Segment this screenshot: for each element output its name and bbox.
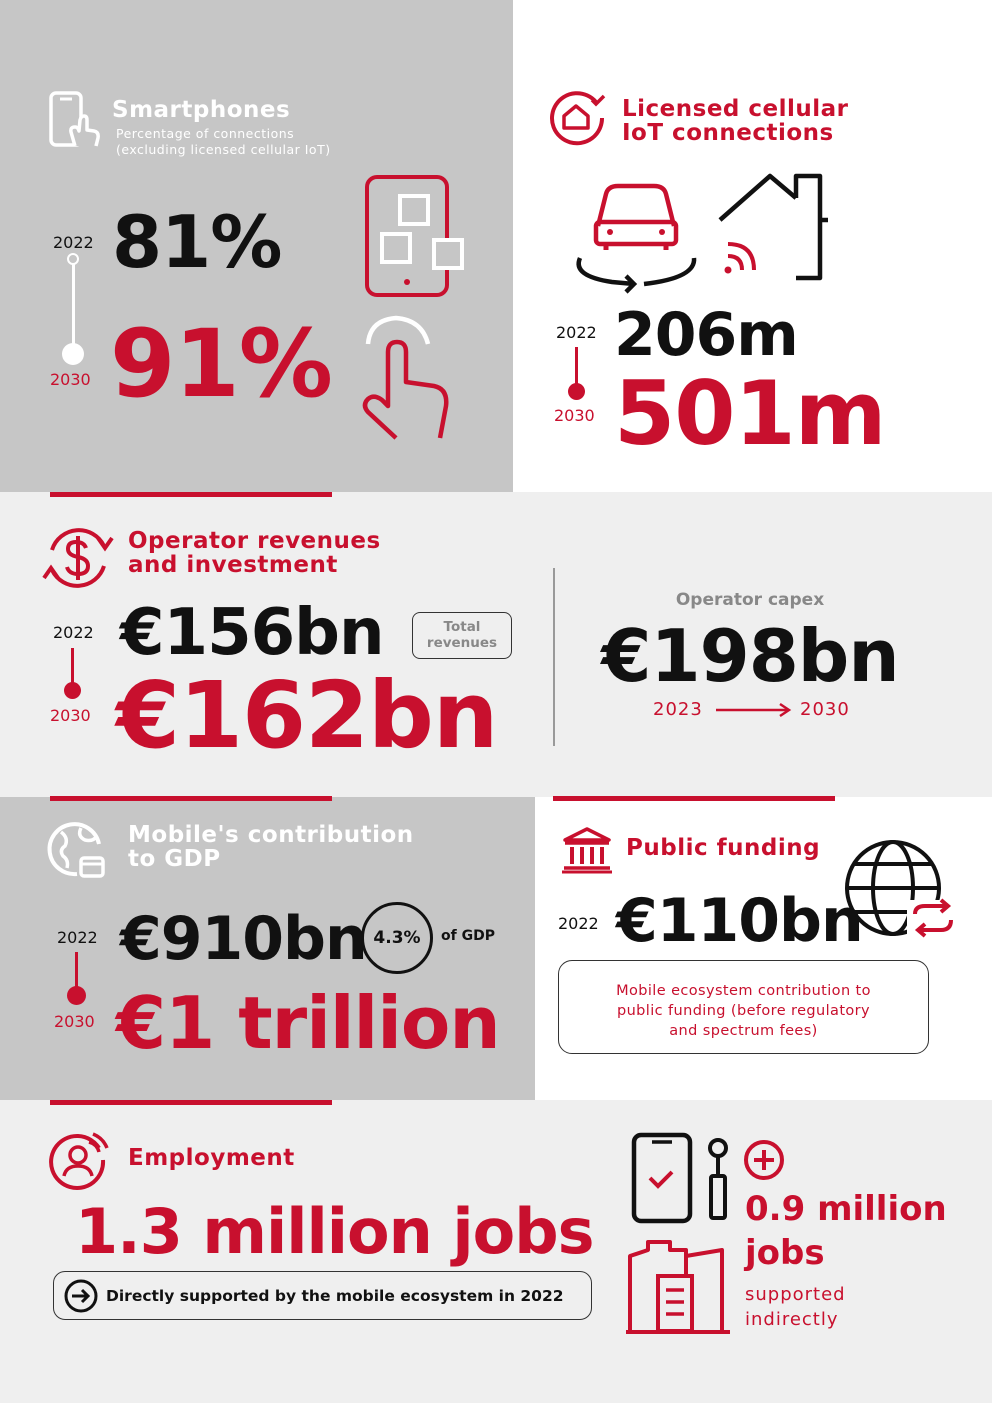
operator-timeline-line xyxy=(71,648,74,684)
smartphones-title: Smartphones xyxy=(112,97,291,123)
bank-icon xyxy=(561,826,613,874)
person-icon xyxy=(49,1130,113,1190)
connected-car-icon xyxy=(572,180,702,296)
iot-title-1: Licensed cellular xyxy=(622,96,849,122)
gdp-share-suffix: of GDP xyxy=(441,928,495,944)
employment-direct-value: 1.3 million jobs xyxy=(75,1195,594,1268)
iot-year-from: 2022 xyxy=(556,323,597,342)
smartphones-timeline-end-dot xyxy=(62,343,84,365)
smartphones-timeline-start-dot xyxy=(67,253,79,265)
total-revenues-label-1: Total xyxy=(443,619,481,635)
iot-timeline-line xyxy=(575,347,578,385)
gdp-title-1: Mobile's contribution xyxy=(128,822,414,848)
iot-value-from: 206m xyxy=(614,300,798,370)
employment-indirect-value-2: jobs xyxy=(745,1233,825,1273)
iot-title-2: IoT connections xyxy=(622,120,834,146)
public-funding-title: Public funding xyxy=(626,835,821,861)
revenue-cycle-icon xyxy=(38,524,118,592)
public-funding-note-3: and spectrum fees) xyxy=(669,1023,818,1039)
gdp-timeline-end-dot xyxy=(67,986,86,1005)
employment-indirect-note-2: indirectly xyxy=(745,1309,839,1330)
gdp-value-to: €1 trillion xyxy=(116,981,500,1065)
operator-title-2: and investment xyxy=(128,552,338,578)
operator-value-from: €156bn xyxy=(120,596,384,670)
public-funding-value: €110bn xyxy=(616,886,863,956)
capex-label: Operator capex xyxy=(675,590,825,610)
total-revenues-label-2: revenues xyxy=(426,635,498,651)
smart-home-icon xyxy=(716,170,832,286)
phone-tap-icon xyxy=(48,90,104,150)
public-funding-note-1: Mobile ecosystem contribution to xyxy=(616,983,871,999)
public-funding-note-box xyxy=(558,960,929,1054)
employment-bar xyxy=(50,1100,332,1105)
public-funding-bar xyxy=(553,796,835,801)
employment-direct-note-box xyxy=(53,1271,592,1320)
gdp-timeline-line xyxy=(75,952,78,988)
smartphones-year-from: 2022 xyxy=(53,233,94,252)
gdp-bar xyxy=(50,796,332,801)
iot-timeline-end-dot xyxy=(568,383,585,400)
gdp-share-circle xyxy=(361,902,433,974)
operator-year-to: 2030 xyxy=(50,706,91,725)
smartphones-value-from: 81% xyxy=(112,200,282,284)
gdp-year-to: 2030 xyxy=(54,1012,95,1031)
operator-year-from: 2022 xyxy=(53,623,94,642)
public-funding-note-2: public funding (before regulatory xyxy=(616,1003,871,1019)
iot-home-icon xyxy=(546,90,608,150)
smartphones-year-to: 2030 xyxy=(50,370,91,389)
operator-bar xyxy=(50,492,332,497)
total-revenues-badge xyxy=(412,612,512,659)
capex-value: €198bn xyxy=(601,614,899,698)
gdp-value-from: €910bn xyxy=(120,904,367,974)
operator-timeline-end-dot xyxy=(64,682,81,699)
finger-tap-icon xyxy=(356,312,456,442)
smartphones-subtitle-2: (excluding licensed cellular IoT) xyxy=(116,142,331,157)
operator-divider xyxy=(553,568,555,746)
smartphones-value-to: 91% xyxy=(110,310,332,419)
employment-direct-note: Directly supported by the mobile ecosystem in 2022 xyxy=(106,1286,564,1305)
capex-year-from: 2023 xyxy=(653,699,703,720)
globe-gdp-icon xyxy=(47,822,111,882)
smartphone-apps-icon xyxy=(360,174,470,304)
employment-indirect-note-1: supported xyxy=(745,1284,846,1305)
iot-year-to: 2030 xyxy=(554,406,595,425)
capex-year-to: 2030 xyxy=(800,699,850,720)
iot-value-to: 501m xyxy=(614,362,886,465)
arrow-right-circle-icon xyxy=(64,1279,98,1313)
operator-title-1: Operator revenues xyxy=(128,528,381,554)
gdp-year-from: 2022 xyxy=(57,928,98,947)
buildings-icon xyxy=(626,1236,736,1336)
employment-indirect-value-1: 0.9 million xyxy=(745,1189,947,1229)
capex-arrow-icon xyxy=(716,702,792,718)
gdp-share-value: 4.3% xyxy=(373,928,421,948)
employment-title: Employment xyxy=(128,1145,295,1171)
gdp-title-2: to GDP xyxy=(128,846,221,872)
public-funding-year: 2022 xyxy=(558,914,599,933)
smartphones-timeline-line xyxy=(72,258,75,350)
operator-value-to: €162bn xyxy=(116,662,498,769)
smartphones-subtitle-1: Percentage of connections xyxy=(116,126,295,141)
